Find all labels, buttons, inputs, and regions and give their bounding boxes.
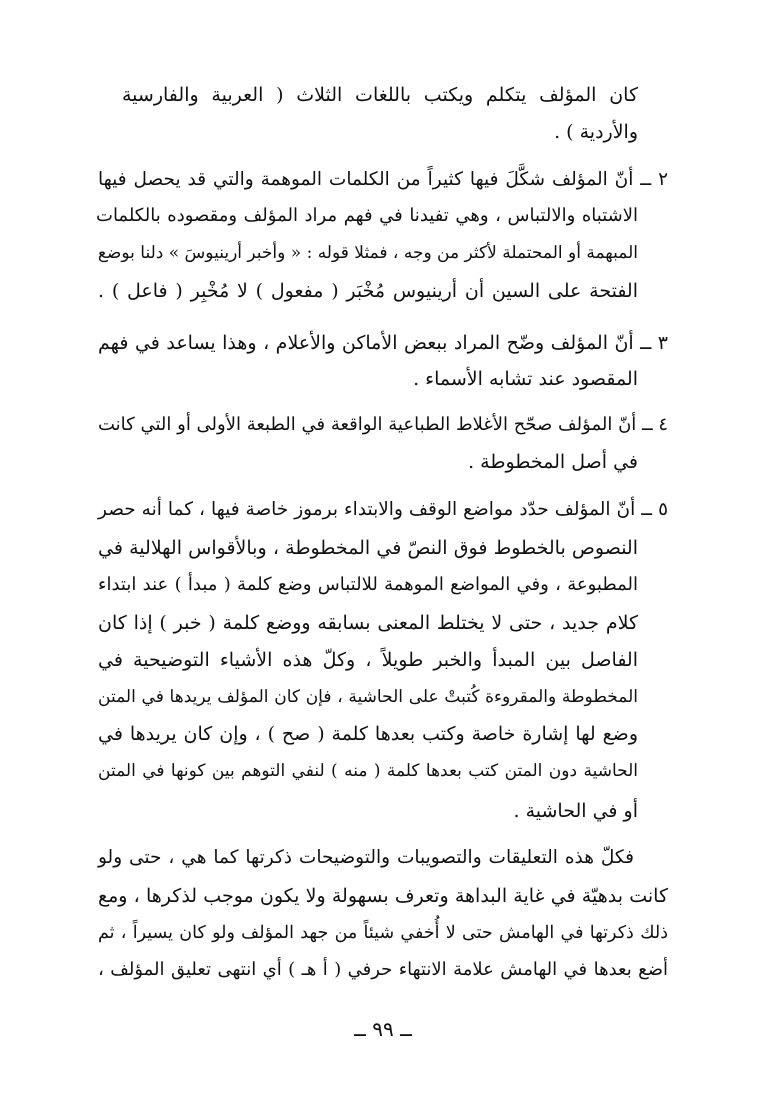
text-line: ٤ ــ أنّ المؤلف صحّح الأغلاط الطباعية الواقعة في الطبعة الأولى أو التي كانت: [98, 414, 668, 435]
text-line: الفاصل بين المبدأ والخبر طويلاً ، وكلّ هذه الأشياء التوضيحية في: [98, 649, 638, 671]
text-line: ذلك ذكرتها في الهامش حتى لا أُخفي شيئاً من جهد المؤلف ولو كان يسيراً ، ثم: [98, 923, 668, 943]
text-line: المبهمة أو المحتملة لأكثر من وجه ، فمثلا قوله : « وأخبر أرينيوسَ » دلنا بوضع: [97, 243, 638, 263]
text-line: أو في الحاشية .: [513, 800, 638, 822]
text-line: كان المؤلف يتكلم ويكتب باللغات الثلاث ( العربية والفارسية: [122, 84, 638, 106]
text-line: فكلّ هذه التعليقات والتصويبات والتوضيحات ذكرتها كما هي ، حتى ولو: [98, 847, 634, 868]
text-line: المخطوطة والمقروءة كُتبتْ على الحاشية ، فإن كان المؤلف يريدها في المتن: [98, 687, 638, 707]
text-line: الحاشية دون المتن كتب بعدها كلمة ( منه ) لنفي التوهم بين كونها في المتن: [98, 761, 638, 781]
text-line: ٢ ــ أنّ المؤلف شكَّلَ فيها كثيراً من الكلمات الموهمة والتي قد يحصل فيها: [98, 169, 668, 190]
text-line: ٣ ــ أنّ المؤلف وضّح المراد ببعض الأماكن والأعلام ، وهذا يساعد في فهم: [98, 332, 668, 354]
text-line: وضع لها إشارة خاصة وكتب بعدها كلمة ( صح ) ، وإن كان يريدها في: [98, 723, 638, 745]
text-line: الفتحة على السين أن أرينيوس مُخْبَر ( مفعول ) لا مُخْبِر ( فاعل ) .: [98, 280, 638, 302]
page-number: ــ ٩٩ ــ: [354, 1017, 412, 1041]
text-line: كانت بدهيّة في غاية البداهة وتعرف بسهولة ولا يكون موجب لذكرها ، ومع: [98, 885, 668, 907]
text-line: النصوص بالخطوط فوق النصّ في المخطوطة ، وبالأقواس الهلالية في: [98, 537, 638, 559]
text-line: ٥ ــ أنّ المؤلف حدّد مواضع الوقف والابتداء برموز خاصة فيها ، كما أنه حصر: [98, 499, 668, 520]
text-line: أضع بعدها في الهامش علامة الانتهاء حرفي ( أ هـ ) أي انتهى تعليق المؤلف ،: [98, 959, 668, 980]
text-line: الاشتباه والالتباس ، وهي تفيدنا في فهم مراد المؤلف ومقصوده بالكلمات: [96, 205, 638, 226]
text-line: المطبوعة ، وفي المواضع الموهمة للالتباس وضع كلمة ( مبدأ ) عند ابتداء: [98, 574, 638, 595]
text-line: المقصود عند تشابه الأسماء .: [413, 368, 638, 390]
text-line: في أصل المخطوطة .: [468, 451, 638, 473]
text-line: والأردية ) .: [554, 121, 638, 143]
text-line: كلام جديد ، حتى لا يختلط المعنى بسابقه ووضع كلمة ( خبر ) إذا كان: [98, 612, 638, 634]
